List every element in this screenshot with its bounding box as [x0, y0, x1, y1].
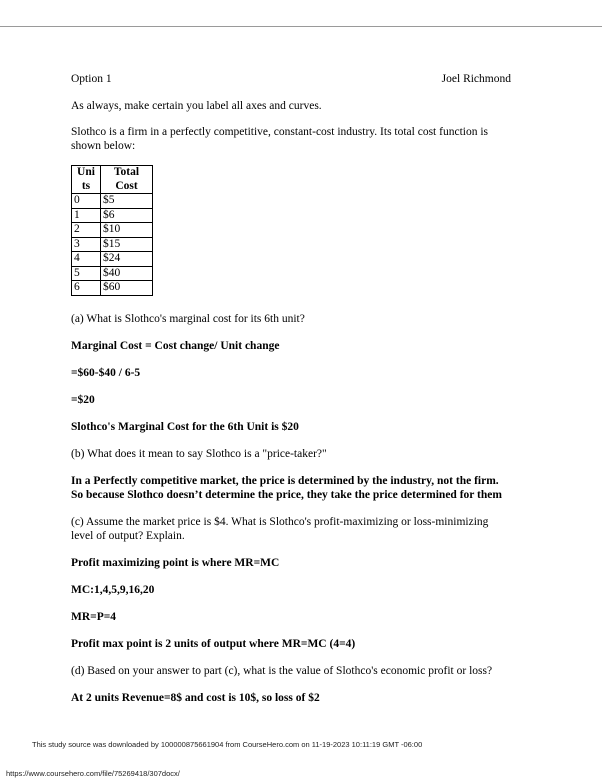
cost-cell: $5 [101, 194, 153, 209]
total-cost-table [71, 165, 153, 296]
answer-c-mc-values: MC:1,4,5,9,16,20 [71, 583, 155, 596]
cost-cell: $10 [101, 223, 153, 238]
table-row [72, 237, 153, 252]
units-cell: 2 [72, 223, 101, 238]
answer-d: At 2 units Revenue=8$ and cost is 10$, so loss of $2 [71, 691, 320, 704]
table-header-row [72, 166, 153, 194]
problem-text: Slothco is a firm in a perfectly competitive, constant-cost industry. Its total cost function is shown below: [71, 126, 488, 152]
cost-cell: $40 [101, 266, 153, 281]
answer-b: In a Perfectly competitive market, the price is determined by the industry, not the firm. So because Slothco doesn’t determine the price, they take the price determined for them [71, 474, 502, 501]
table-row [72, 252, 153, 267]
download-notice: This study source was downloaded by 100000875661904 from CourseHero.com on 11-19-2023 10:11:19 GMT -06:00 [32, 740, 423, 749]
option-label: Option 1 [71, 73, 112, 85]
cost-cell: $15 [101, 237, 153, 252]
top-divider [0, 26, 602, 27]
answer-c-conclusion: Profit max point is 2 units of output where MR=MC (4=4) [71, 637, 356, 650]
units-cell: 5 [72, 266, 101, 281]
answer-c-rule: Profit maximizing point is where MR=MC [71, 556, 280, 569]
answer-a-conclusion: Slothco's Marginal Cost for the 6th Unit is $20 [71, 420, 299, 433]
answer-a-result: =$20 [71, 393, 95, 406]
table-row [72, 223, 153, 238]
document-header [71, 72, 511, 86]
units-cell: 1 [72, 208, 101, 223]
table-row [72, 266, 153, 281]
units-cell: 0 [72, 194, 101, 209]
table-row [72, 194, 153, 209]
document-body [71, 72, 511, 705]
source-url[interactable]: https://www.coursehero.com/file/75269418/307docx/ [6, 769, 180, 778]
question-d: (d) Based on your answer to part (c), what is the value of Slothco's economic profit or loss? [71, 664, 493, 677]
table-row [72, 208, 153, 223]
question-c: (c) Assume the market price is $4. What is Slothco's profit-maximizing or loss-minimizing level of output? Explain. [71, 515, 489, 542]
units-column-header: Uni ts [72, 166, 101, 194]
cost-cell: $6 [101, 208, 153, 223]
answer-a-formula: Marginal Cost = Cost change/ Unit change [71, 339, 280, 352]
answer-c-mr: MR=P=4 [71, 610, 117, 623]
units-cell: 3 [72, 237, 101, 252]
total-cost-column-header: Total Cost [101, 166, 153, 194]
table-row [72, 281, 153, 296]
author-name: Joel Richmond [441, 73, 511, 85]
units-cell: 6 [72, 281, 101, 296]
cost-cell: $24 [101, 252, 153, 267]
intro-text: As always, make certain you label all axes and curves. [71, 100, 322, 112]
cost-cell: $60 [101, 281, 153, 296]
answer-a-calculation: =$60-$40 / 6-5 [71, 366, 141, 379]
question-b: (b) What does it mean to say Slothco is a "price-taker?" [71, 447, 327, 460]
question-a: (a) What is Slothco's marginal cost for its 6th unit? [71, 312, 305, 325]
units-cell: 4 [72, 252, 101, 267]
